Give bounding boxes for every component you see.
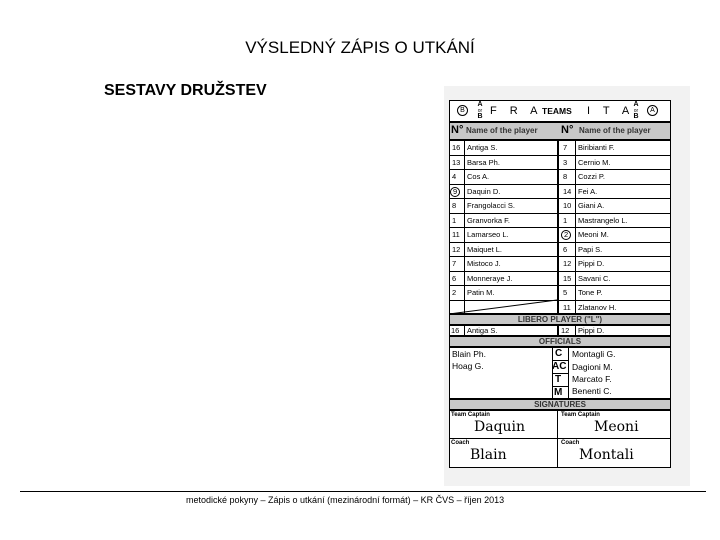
team-b-player-number: 14: [563, 186, 572, 196]
team-b-player-number: 12: [563, 259, 572, 268]
team-a-ab-selector: A or B: [477, 101, 483, 120]
team-a-player-number: 1: [452, 215, 457, 225]
official-code-m: M: [554, 387, 563, 398]
team-b-code: I T A: [587, 105, 635, 117]
team-a-player-number: 8: [452, 201, 457, 210]
libero-b-number: 12: [561, 326, 570, 335]
team-b-name-label: Name of the player: [579, 126, 651, 135]
page-title: VÝSLEDNÝ ZÁPIS O UTKÁNÍ: [245, 38, 475, 57]
team-a-player-number: 4: [452, 172, 457, 181]
team-b-player-name: Savani C.: [578, 273, 611, 283]
libero-header: LIBERO PLAYER ("L"): [449, 314, 671, 325]
team-b-player-name: Fei A.: [578, 186, 598, 196]
team-b-player-name: Mastrangelo L.: [578, 215, 628, 225]
team-a-player-number: 16: [452, 143, 461, 152]
teams-label: TEAMS: [542, 106, 572, 116]
team-a-player-name: Frangolacci S.: [467, 201, 515, 210]
signatures-header: SIGNATURES: [449, 399, 671, 410]
captain-a-signature: Daquin: [474, 419, 526, 435]
team-b-player-name: Papi S.: [578, 244, 603, 254]
team-b-player-number: 15: [563, 273, 572, 283]
team-b-player-name: Meoni M.: [578, 230, 609, 239]
team-a-player-number: 6: [452, 273, 457, 283]
team-b-side-circle: A: [647, 105, 658, 116]
team-a-player-number: 11: [452, 230, 460, 239]
team-b-player-name: Biribianti F.: [578, 143, 615, 152]
team-b-player-name: Zlatanov H.: [578, 302, 617, 312]
team-a-player-number: 9: [450, 187, 460, 197]
coach-b-signature: Montali: [579, 447, 634, 463]
team-b-player-number: 11: [563, 302, 571, 312]
team-b-player-number: 1: [563, 215, 568, 225]
team-rosters-sheet: [444, 86, 690, 486]
official-a-2: Hoag G.: [452, 361, 484, 371]
team-b-no-label: N°: [561, 124, 574, 136]
libero-a-number: 16: [451, 326, 460, 335]
team-b-player-name: Pippi D.: [578, 259, 605, 268]
team-a-player-name: Cos A.: [467, 172, 490, 181]
team-a-player-number: 7: [452, 259, 457, 268]
team-b-player-number: 8: [563, 172, 568, 181]
team-a-code: F R A: [490, 105, 543, 117]
team-b-player-number: 7: [563, 143, 568, 152]
team-a-player-name: Daquin D.: [467, 186, 501, 196]
team-a-no-label: N°: [451, 124, 464, 136]
team-b-ab-selector: A or B: [633, 101, 639, 120]
team-a-player-number: 12: [452, 244, 461, 254]
team-a-coach-label: Coach: [451, 440, 470, 446]
official-b-1: Montagli G.: [572, 349, 616, 359]
team-a-player-name: Lamarseo L.: [467, 230, 509, 239]
team-a-player-number: 2: [452, 288, 457, 297]
team-a-player-number: 13: [452, 157, 461, 167]
team-a-player-name: Granvorka F.: [467, 215, 510, 225]
team-a-player-name: Antiga S.: [467, 143, 498, 152]
official-code-t: T: [555, 374, 562, 385]
official-b-2: Dagioni M.: [572, 362, 613, 372]
team-b-player-number: 6: [563, 244, 568, 254]
officials-header: OFFICIALS: [449, 336, 671, 347]
footer-text: metodické pokyny – Zápis o utkání (mezinárodní formát) – KR ČVS – říjen 2013: [186, 495, 505, 505]
team-b-player-number: 3: [563, 157, 568, 167]
official-b-4: Benenti C.: [572, 386, 612, 396]
coach-a-signature: Blain: [470, 447, 507, 463]
team-b-captain-label: Team Captain: [561, 412, 600, 418]
team-b-player-number: 10: [563, 201, 572, 210]
team-b-player-number: 2: [561, 230, 571, 240]
unused-rows-strike: [449, 140, 559, 314]
libero-b-name: Pippi D.: [578, 326, 605, 335]
official-a-1: Blain Ph.: [452, 349, 487, 359]
footer-divider: [20, 491, 706, 492]
team-a-player-name: Patin M.: [467, 288, 495, 297]
libero-a-name: Antiga S.: [467, 326, 498, 335]
team-b-coach-label: Coach: [561, 440, 580, 446]
team-a-side-circle: B: [457, 105, 468, 116]
captain-b-signature: Meoni: [594, 419, 639, 435]
official-code-c: C: [555, 348, 563, 359]
team-a-player-name: Mistoco J.: [467, 259, 501, 268]
team-a-captain-label: Team Captain: [451, 412, 490, 418]
team-a-player-name: Maiquet L.: [467, 244, 503, 254]
team-a-player-name: Barsa Ph.: [467, 157, 500, 167]
team-a-player-name: Monneraye J.: [467, 273, 513, 283]
team-a-name-label: Name of the player: [466, 126, 538, 135]
official-b-3: Marcato F.: [572, 374, 612, 384]
official-code-ac: AC: [552, 361, 567, 372]
team-b-player-name: Giani A.: [578, 201, 605, 210]
team-b-player-name: Tone P.: [578, 288, 603, 297]
team-b-player-number: 5: [563, 288, 568, 297]
team-b-player-name: Cernio M.: [578, 157, 611, 167]
team-b-player-name: Cozzi P.: [578, 172, 605, 181]
section-heading: SESTAVY DRUŽSTEV: [104, 82, 267, 99]
